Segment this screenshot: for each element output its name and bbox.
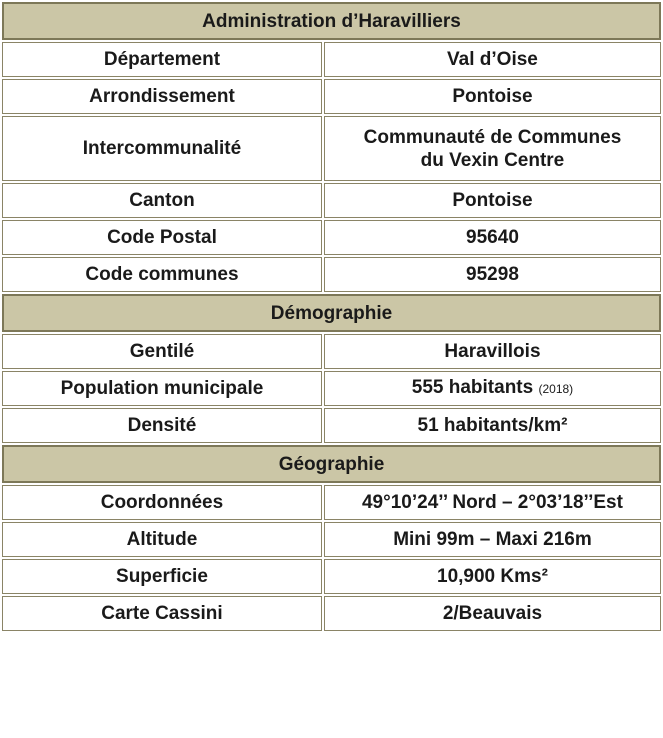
section-administration bbox=[2, 2, 661, 40]
table-row bbox=[2, 79, 661, 114]
table-row bbox=[2, 42, 661, 77]
table-row bbox=[2, 408, 661, 443]
table-row bbox=[2, 371, 661, 406]
code-communes-value: 95298 bbox=[324, 257, 661, 292]
gentile-label: Gentilé bbox=[2, 334, 322, 369]
population-label: Population municipale bbox=[2, 371, 322, 406]
coordonnees-label: Coordonnées bbox=[2, 485, 322, 520]
superficie-value: 10,900 Kms² bbox=[324, 559, 661, 594]
arrondissement-label: Arrondissement bbox=[2, 79, 322, 114]
table-row bbox=[2, 522, 661, 557]
section-title-geographie: Géographie bbox=[2, 445, 661, 483]
population-year: (2018) bbox=[538, 382, 574, 396]
code-postal-value: 95640 bbox=[324, 220, 661, 255]
section-geographie bbox=[2, 445, 661, 483]
canton-value: Pontoise bbox=[324, 183, 661, 218]
gentile-value: Haravillois bbox=[324, 334, 661, 369]
population-value bbox=[324, 371, 661, 406]
carte-cassini-label: Carte Cassini bbox=[2, 596, 322, 631]
population-count: 555 habitants bbox=[411, 377, 534, 398]
section-title-administration: Administration d’Haravilliers bbox=[2, 2, 661, 40]
intercommunalite-value-line1: Communauté de Communes bbox=[363, 126, 622, 148]
canton-label: Canton bbox=[2, 183, 322, 218]
densite-value: 51 habitants/km² bbox=[324, 408, 661, 443]
densite-label: Densité bbox=[2, 408, 322, 443]
table-row bbox=[2, 116, 661, 181]
section-demographie bbox=[2, 294, 661, 332]
intercommunalite-label: Intercommunalité bbox=[2, 116, 322, 181]
code-communes-label: Code communes bbox=[2, 257, 322, 292]
table-row bbox=[2, 334, 661, 369]
altitude-value: Mini 99m – Maxi 216m bbox=[324, 522, 661, 557]
table-row bbox=[2, 257, 661, 292]
table-row bbox=[2, 485, 661, 520]
code-postal-label: Code Postal bbox=[2, 220, 322, 255]
coordonnees-value: 49°10’24’’ Nord – 2°03’18’’Est bbox=[324, 485, 661, 520]
altitude-label: Altitude bbox=[2, 522, 322, 557]
table-row bbox=[2, 183, 661, 218]
intercommunalite-value-line2: du Vexin Centre bbox=[420, 149, 565, 171]
section-title-demographie: Démographie bbox=[2, 294, 661, 332]
table-row bbox=[2, 220, 661, 255]
table-row bbox=[2, 596, 661, 631]
carte-cassini-value: 2/Beauvais bbox=[324, 596, 661, 631]
table-row bbox=[2, 559, 661, 594]
superficie-label: Superficie bbox=[2, 559, 322, 594]
departement-label: Département bbox=[2, 42, 322, 77]
intercommunalite-value bbox=[324, 116, 661, 181]
arrondissement-value: Pontoise bbox=[324, 79, 661, 114]
departement-value: Val d’Oise bbox=[324, 42, 661, 77]
